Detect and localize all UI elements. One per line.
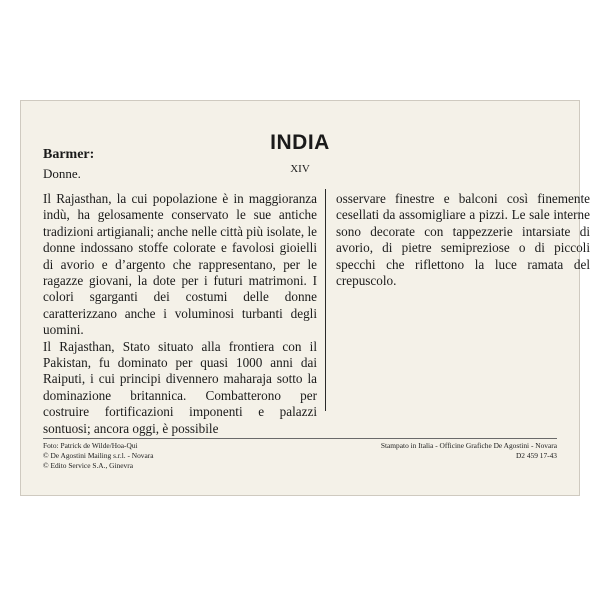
column-divider [325, 189, 326, 411]
text-column-left [43, 191, 317, 437]
photo-credit: Foto: Patrick de Wilde/Hoa-Qui [43, 441, 138, 450]
postcard-back [20, 100, 590, 496]
place-subheading: Donne. [43, 166, 81, 181]
footer-credits [43, 441, 154, 471]
card-title: INDIA [270, 131, 330, 154]
printer-info: Stampato in Italia - Officine Grafiche De Agostini - Novara [380, 441, 557, 450]
copyright-line: © Edito Service S.A., Ginevra [43, 461, 133, 470]
card-number: XIV [290, 163, 310, 175]
product-code: D2 459 17-43 [515, 451, 557, 460]
paragraph: Il Rajasthan, la cui popolazione è in maggioranza indù, ha gelosamente conservato le sue antiche tradizioni artigianali; anche nelle città più isolate, le donne indossano stoffe colorate e favolosi gioielli di avorio e d’argento che rappresentano, per le ragazze giovani, la dote per i futuri matrimoni. I colori sgarganti dei costumi delle donne caratterizzano anche i voluminosi turbanti degli uomini. [43, 191, 317, 338]
paragraph: osservare finestre e balconi così finemente cesellati da assomigliare a pizzi. Le sale interne sono decorate con tappezzerie intarsiate di avorio, di pietre semipreziose o di piccoli specchi che riflettono la luce ramata del crepuscolo. [336, 191, 590, 289]
paragraph: Il Rajasthan, Stato situato alla frontiera con il Pakistan, fu dominato per quasi 1000 anni dai Raiputi, i cui principi divennero maharaja sotto la dominazione britannica. Combatterono per costruire fortificazioni imponenti e palazzi sontuosi; ancora oggi, è possibile [43, 338, 317, 436]
copyright-line: © De Agostini Mailing s.r.l. - Novara [43, 451, 154, 460]
place-heading: Barmer: [43, 147, 95, 162]
text-column-right [336, 191, 590, 289]
footer-divider [43, 438, 557, 439]
footer-printing [381, 441, 557, 461]
